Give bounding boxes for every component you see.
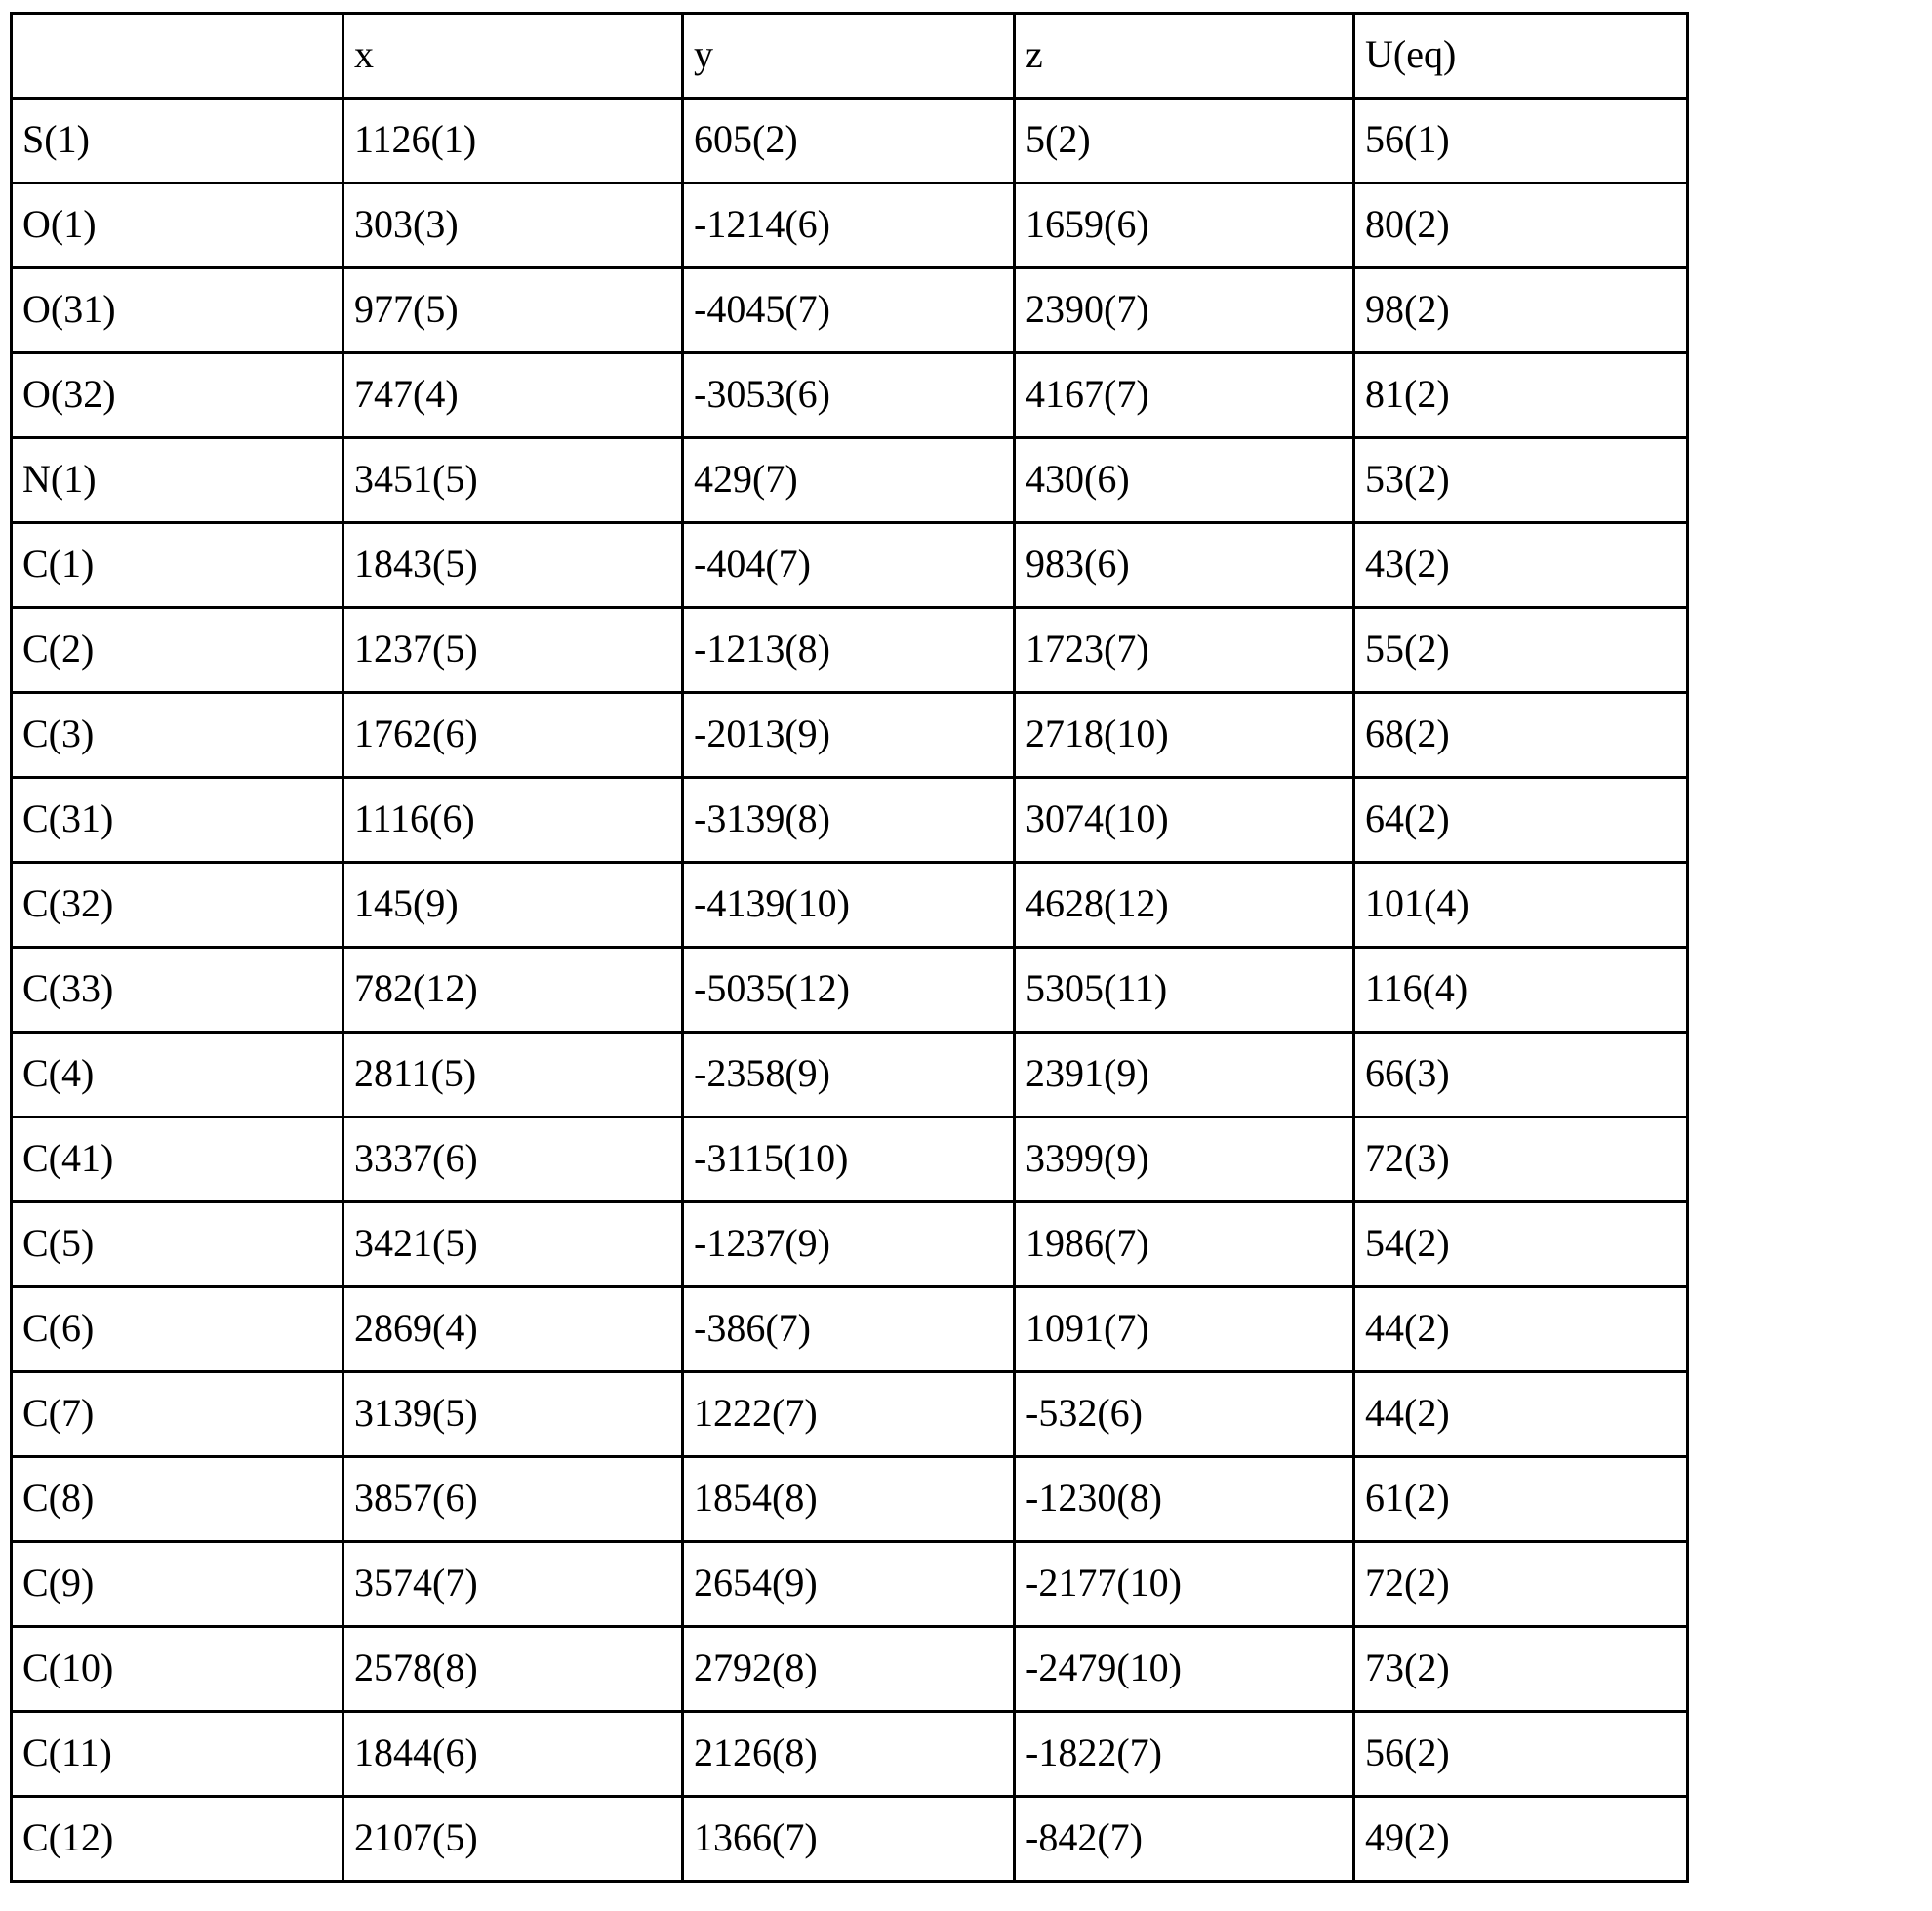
cell-z: -2177(10) xyxy=(1015,1542,1354,1627)
cell-ueq: 72(3) xyxy=(1354,1118,1688,1202)
cell-z: 2391(9) xyxy=(1015,1033,1354,1118)
cell-ueq: 81(2) xyxy=(1354,353,1688,438)
cell-atom-label: C(4) xyxy=(12,1033,343,1118)
cell-ueq: 101(4) xyxy=(1354,863,1688,948)
cell-y: 1222(7) xyxy=(683,1372,1015,1457)
table-row xyxy=(12,608,1688,693)
table-row xyxy=(12,1287,1688,1372)
cell-y: 1366(7) xyxy=(683,1797,1015,1882)
cell-x: 2578(8) xyxy=(343,1627,683,1712)
table-row xyxy=(12,523,1688,608)
cell-ueq: 73(2) xyxy=(1354,1627,1688,1712)
cell-ueq: 43(2) xyxy=(1354,523,1688,608)
cell-x: 747(4) xyxy=(343,353,683,438)
cell-atom-label: C(12) xyxy=(12,1797,343,1882)
column-header-atom xyxy=(12,14,343,99)
cell-y: -4045(7) xyxy=(683,268,1015,353)
cell-atom-label: C(6) xyxy=(12,1287,343,1372)
cell-ueq: 44(2) xyxy=(1354,1372,1688,1457)
table-row xyxy=(12,693,1688,778)
cell-atom-label: C(9) xyxy=(12,1542,343,1627)
cell-atom-label: C(11) xyxy=(12,1712,343,1797)
cell-x: 1843(5) xyxy=(343,523,683,608)
cell-x: 303(3) xyxy=(343,183,683,268)
table-row xyxy=(12,353,1688,438)
cell-x: 2869(4) xyxy=(343,1287,683,1372)
cell-atom-label: C(5) xyxy=(12,1202,343,1287)
table-row xyxy=(12,1118,1688,1202)
cell-z: 430(6) xyxy=(1015,438,1354,523)
cell-atom-label: C(10) xyxy=(12,1627,343,1712)
cell-z: 2718(10) xyxy=(1015,693,1354,778)
cell-z: 5305(11) xyxy=(1015,948,1354,1033)
cell-x: 3421(5) xyxy=(343,1202,683,1287)
cell-atom-label: O(1) xyxy=(12,183,343,268)
cell-atom-label: S(1) xyxy=(12,99,343,183)
cell-y: -1214(6) xyxy=(683,183,1015,268)
cell-z: 4167(7) xyxy=(1015,353,1354,438)
cell-ueq: 80(2) xyxy=(1354,183,1688,268)
table-row xyxy=(12,1033,1688,1118)
table-row xyxy=(12,948,1688,1033)
cell-atom-label: O(31) xyxy=(12,268,343,353)
cell-ueq: 64(2) xyxy=(1354,778,1688,863)
table-row xyxy=(12,1797,1688,1882)
cell-ueq: 56(2) xyxy=(1354,1712,1688,1797)
cell-atom-label: C(7) xyxy=(12,1372,343,1457)
cell-x: 3139(5) xyxy=(343,1372,683,1457)
cell-ueq: 61(2) xyxy=(1354,1457,1688,1542)
cell-ueq: 98(2) xyxy=(1354,268,1688,353)
cell-ueq: 68(2) xyxy=(1354,693,1688,778)
table-row xyxy=(12,183,1688,268)
cell-atom-label: C(33) xyxy=(12,948,343,1033)
cell-atom-label: C(31) xyxy=(12,778,343,863)
cell-atom-label: N(1) xyxy=(12,438,343,523)
cell-x: 3857(6) xyxy=(343,1457,683,1542)
cell-z: 5(2) xyxy=(1015,99,1354,183)
cell-x: 3451(5) xyxy=(343,438,683,523)
cell-atom-label: C(2) xyxy=(12,608,343,693)
cell-z: 3074(10) xyxy=(1015,778,1354,863)
table-row xyxy=(12,778,1688,863)
cell-ueq: 56(1) xyxy=(1354,99,1688,183)
cell-y: -386(7) xyxy=(683,1287,1015,1372)
cell-z: -532(6) xyxy=(1015,1372,1354,1457)
table-row xyxy=(12,268,1688,353)
column-header-z: z xyxy=(1015,14,1354,99)
cell-z: 3399(9) xyxy=(1015,1118,1354,1202)
cell-z: 1986(7) xyxy=(1015,1202,1354,1287)
cell-atom-label: C(41) xyxy=(12,1118,343,1202)
cell-y: -4139(10) xyxy=(683,863,1015,948)
table-row xyxy=(12,99,1688,183)
cell-y: -3139(8) xyxy=(683,778,1015,863)
cell-x: 145(9) xyxy=(343,863,683,948)
cell-atom-label: C(3) xyxy=(12,693,343,778)
cell-ueq: 72(2) xyxy=(1354,1542,1688,1627)
cell-y: 2126(8) xyxy=(683,1712,1015,1797)
cell-x: 977(5) xyxy=(343,268,683,353)
cell-z: 2390(7) xyxy=(1015,268,1354,353)
column-header-y: y xyxy=(683,14,1015,99)
cell-z: 1091(7) xyxy=(1015,1287,1354,1372)
cell-ueq: 66(3) xyxy=(1354,1033,1688,1118)
cell-atom-label: C(8) xyxy=(12,1457,343,1542)
column-header-x: x xyxy=(343,14,683,99)
table-body xyxy=(12,99,1688,1882)
table-row xyxy=(12,1202,1688,1287)
cell-y: -3053(6) xyxy=(683,353,1015,438)
cell-x: 1116(6) xyxy=(343,778,683,863)
cell-atom-label: C(1) xyxy=(12,523,343,608)
atomic-coordinates-table xyxy=(10,12,1689,1883)
cell-x: 2811(5) xyxy=(343,1033,683,1118)
cell-x: 3574(7) xyxy=(343,1542,683,1627)
cell-z: -842(7) xyxy=(1015,1797,1354,1882)
cell-z: -2479(10) xyxy=(1015,1627,1354,1712)
cell-x: 3337(6) xyxy=(343,1118,683,1202)
cell-x: 1237(5) xyxy=(343,608,683,693)
cell-y: -2358(9) xyxy=(683,1033,1015,1118)
table-row xyxy=(12,1627,1688,1712)
cell-z: 4628(12) xyxy=(1015,863,1354,948)
cell-y: -1213(8) xyxy=(683,608,1015,693)
table-row xyxy=(12,863,1688,948)
cell-z: -1230(8) xyxy=(1015,1457,1354,1542)
cell-atom-label: O(32) xyxy=(12,353,343,438)
cell-z: 1659(6) xyxy=(1015,183,1354,268)
cell-z: 983(6) xyxy=(1015,523,1354,608)
cell-x: 782(12) xyxy=(343,948,683,1033)
cell-ueq: 55(2) xyxy=(1354,608,1688,693)
cell-y: 1854(8) xyxy=(683,1457,1015,1542)
cell-z: 1723(7) xyxy=(1015,608,1354,693)
cell-x: 1126(1) xyxy=(343,99,683,183)
cell-ueq: 54(2) xyxy=(1354,1202,1688,1287)
cell-y: -3115(10) xyxy=(683,1118,1015,1202)
cell-ueq: 116(4) xyxy=(1354,948,1688,1033)
cell-ueq: 44(2) xyxy=(1354,1287,1688,1372)
table-row xyxy=(12,1542,1688,1627)
table-header-row xyxy=(12,14,1688,99)
cell-y: 605(2) xyxy=(683,99,1015,183)
table-row xyxy=(12,438,1688,523)
cell-x: 2107(5) xyxy=(343,1797,683,1882)
table-row xyxy=(12,1372,1688,1457)
table-row xyxy=(12,1712,1688,1797)
cell-y: -5035(12) xyxy=(683,948,1015,1033)
cell-ueq: 49(2) xyxy=(1354,1797,1688,1882)
cell-y: -1237(9) xyxy=(683,1202,1015,1287)
cell-ueq: 53(2) xyxy=(1354,438,1688,523)
cell-y: 2654(9) xyxy=(683,1542,1015,1627)
table-row xyxy=(12,1457,1688,1542)
cell-x: 1762(6) xyxy=(343,693,683,778)
cell-y: -404(7) xyxy=(683,523,1015,608)
cell-y: -2013(9) xyxy=(683,693,1015,778)
cell-y: 2792(8) xyxy=(683,1627,1015,1712)
cell-y: 429(7) xyxy=(683,438,1015,523)
column-header-ueq: U(eq) xyxy=(1354,14,1688,99)
cell-z: -1822(7) xyxy=(1015,1712,1354,1797)
cell-atom-label: C(32) xyxy=(12,863,343,948)
cell-x: 1844(6) xyxy=(343,1712,683,1797)
